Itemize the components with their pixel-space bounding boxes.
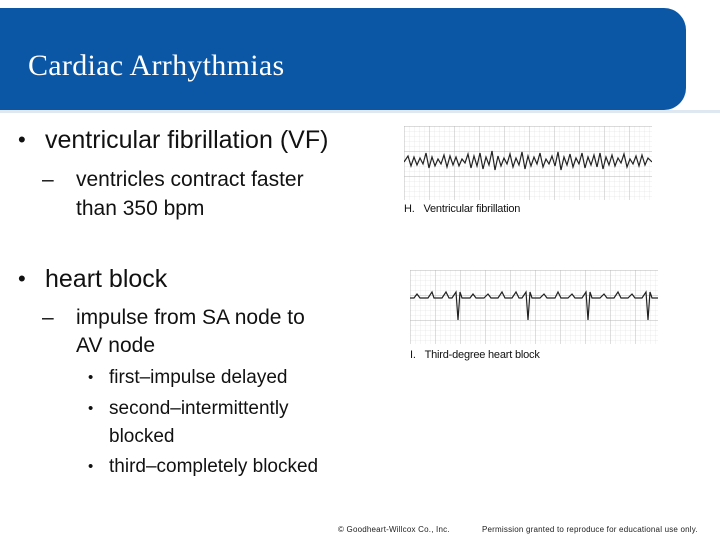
bullet-symbol: • xyxy=(88,369,94,386)
second-degree-line2: blocked xyxy=(109,426,175,447)
ecg-heart-block-caption xyxy=(410,349,540,361)
sub-bullet-hb-line2: AV node xyxy=(76,334,156,357)
bullet-symbol: • xyxy=(88,400,94,417)
ecg-strip-heart-block xyxy=(410,270,658,366)
slide-title: Cardiac Arrhythmias xyxy=(28,49,285,82)
ecg-heart-block-letter: I. xyxy=(410,349,416,361)
title-bar xyxy=(0,8,686,110)
sub-bullet-vf-line1: ventricles contract faster xyxy=(76,168,304,191)
bullet-symbol: • xyxy=(18,127,26,152)
bullet-heart-block-text: heart block xyxy=(45,265,168,293)
first-degree-text: first–impulse delayed xyxy=(109,367,288,388)
ecg-heart-block-label: Third-degree heart block xyxy=(424,349,540,361)
footer-copyright: © Goodheart-Willcox Co., Inc. xyxy=(338,525,450,534)
second-degree-line1: second–intermittently xyxy=(109,398,289,419)
sub-bullet-vf-line2: than 350 bpm xyxy=(76,197,205,220)
ecg-grid-vf xyxy=(404,126,652,200)
ecg-strip-vf xyxy=(404,126,652,216)
dash-symbol: – xyxy=(42,168,54,191)
bullet-symbol: • xyxy=(88,458,94,475)
dash-symbol: – xyxy=(42,306,54,329)
title-divider xyxy=(0,110,720,113)
bullet-symbol: • xyxy=(18,266,26,291)
third-degree-text: third–completely blocked xyxy=(109,456,319,477)
bullet-vf-text: ventricular fibrillation (VF) xyxy=(45,126,329,154)
ecg-vf-letter: H. xyxy=(404,203,415,215)
ecg-vf-label: Ventricular fibrillation xyxy=(423,203,521,215)
ecg-grid-heart-block xyxy=(410,270,658,344)
sub-bullet-hb-line1: impulse from SA node to xyxy=(76,306,305,329)
footer-permission: Permission granted to reproduce for educational use only. xyxy=(482,525,698,534)
ecg-vf-caption xyxy=(404,203,520,215)
